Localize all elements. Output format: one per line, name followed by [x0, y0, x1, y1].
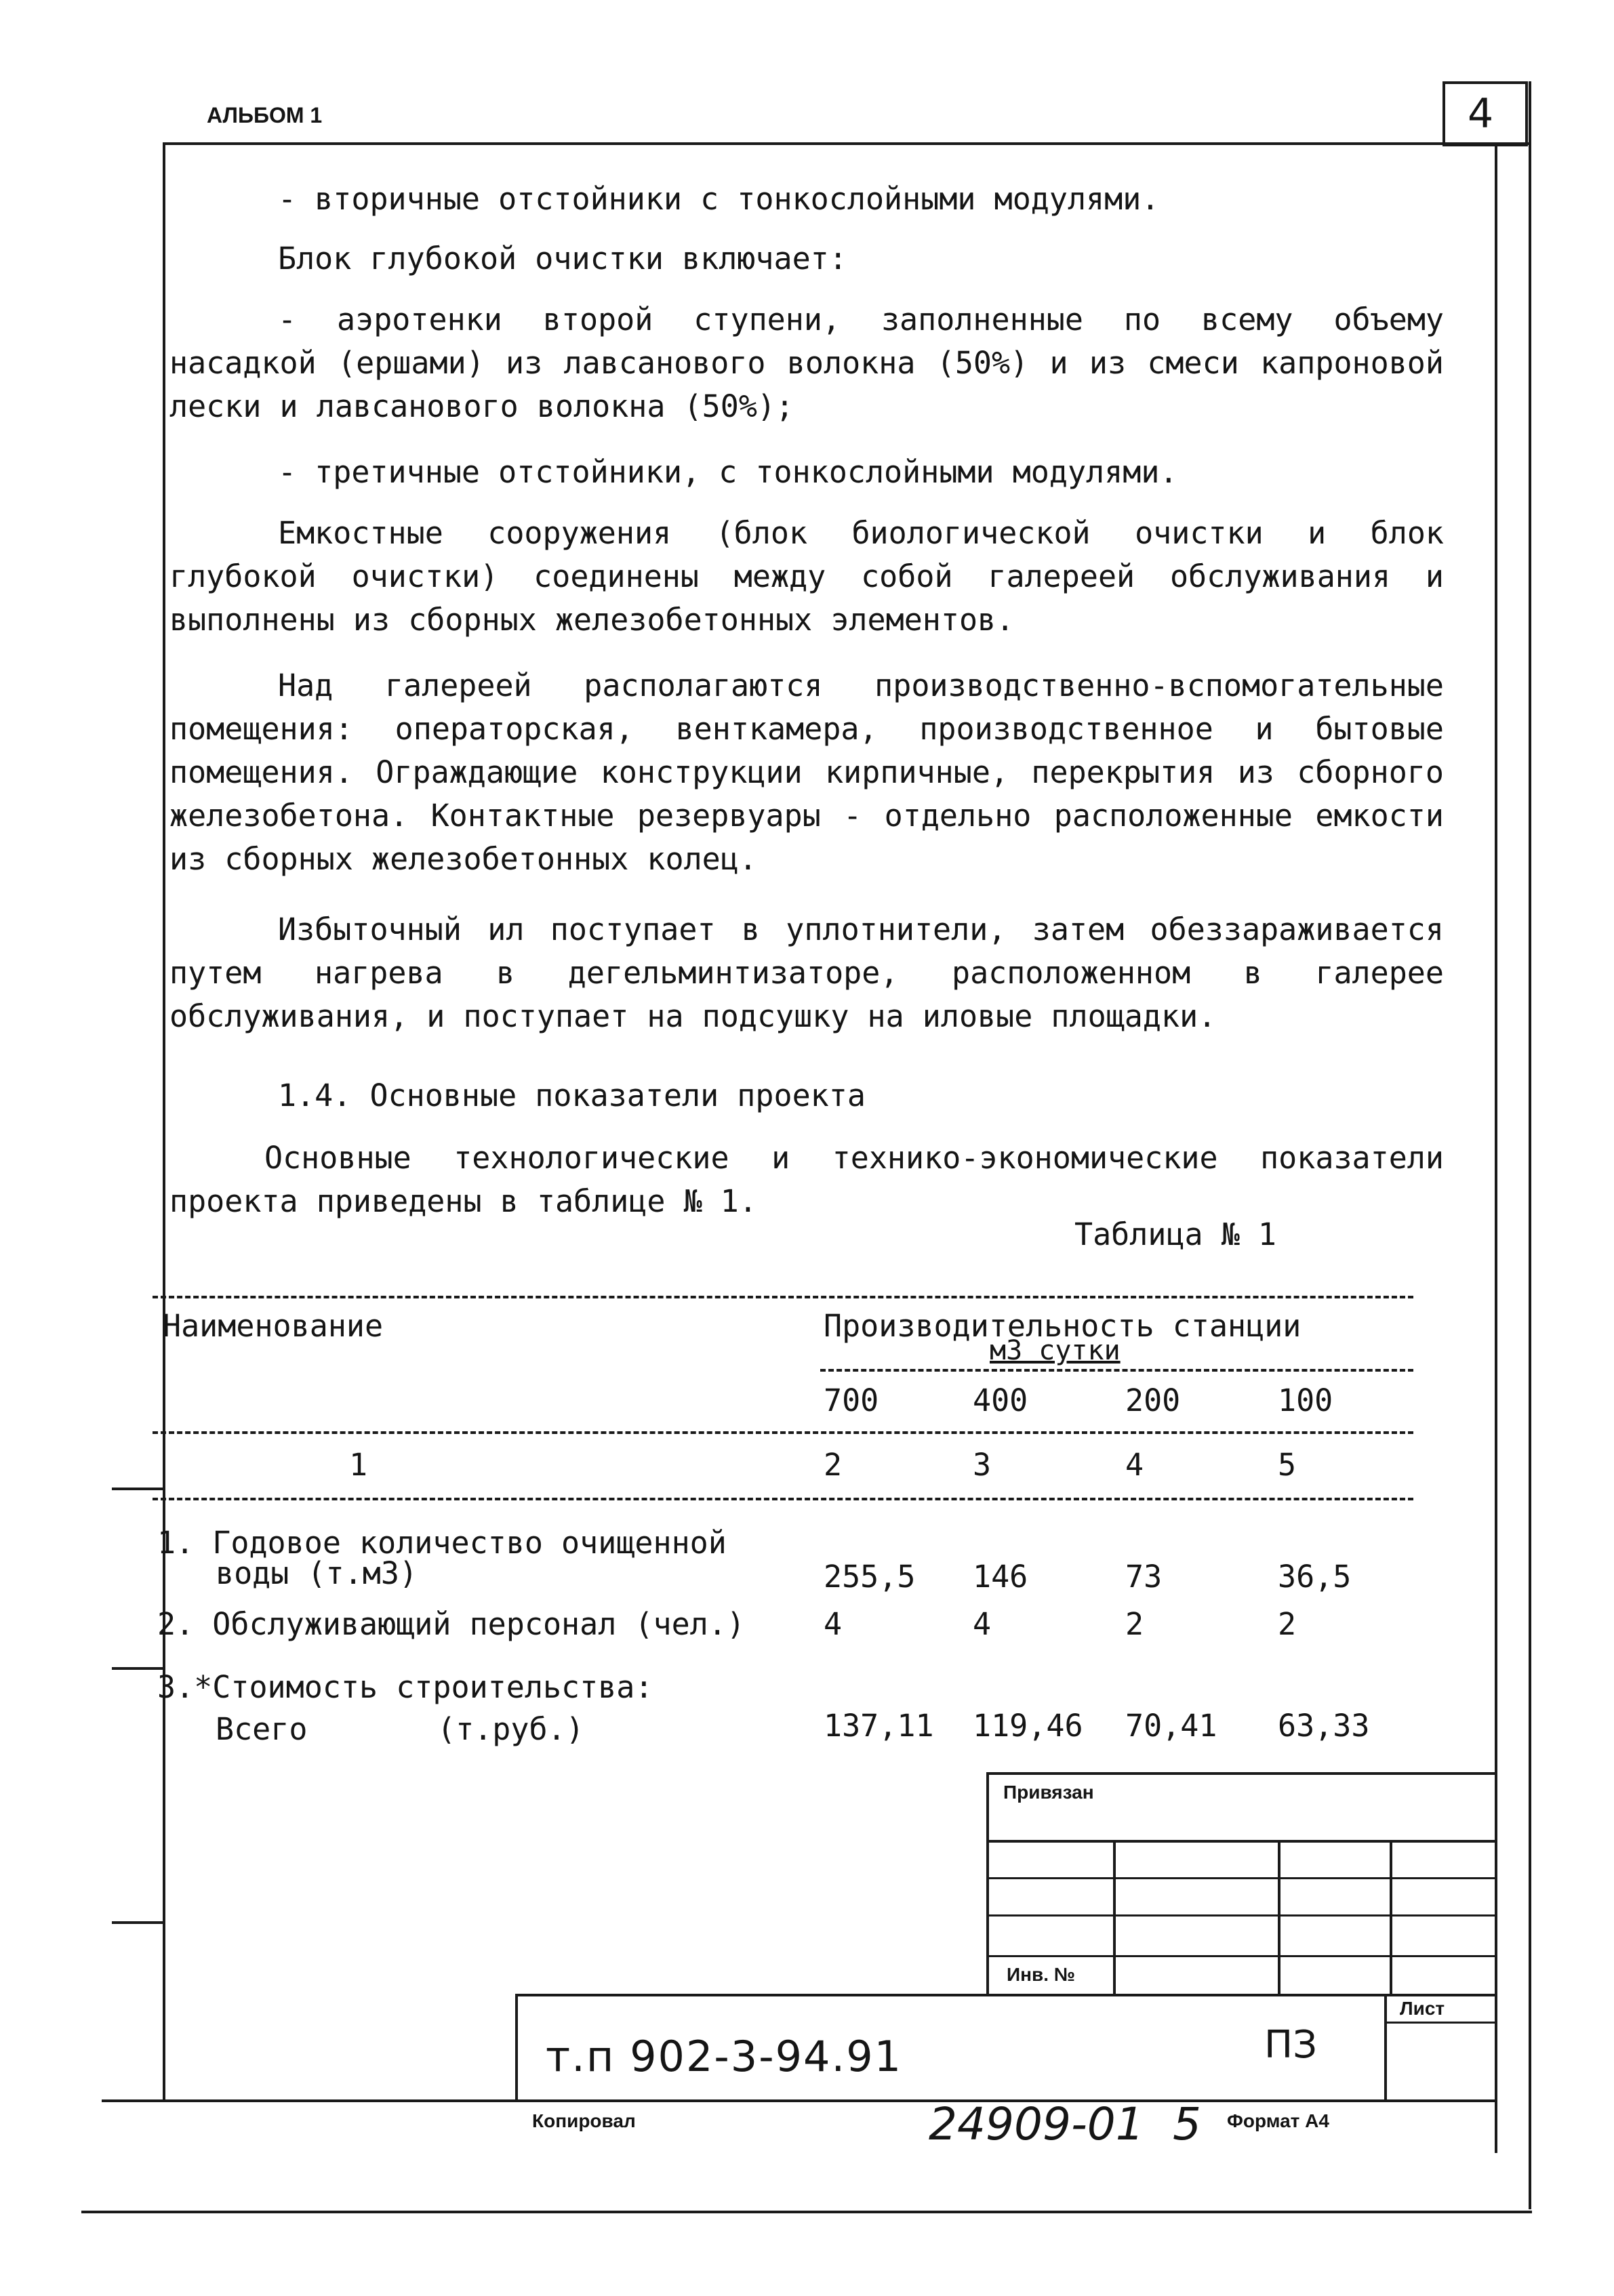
capacity-100: 100: [1278, 1382, 1333, 1418]
section-intro: Основные технологические и технико-экономические показатели проекта приведены в таблице № 1.: [169, 1140, 1444, 1219]
album-label: АЛЬБОМ 1: [207, 103, 323, 127]
table-rule: [153, 1498, 1413, 1500]
col-group-header: Производительность станции: [824, 1308, 1302, 1344]
stamp-line: [1384, 1994, 1387, 2102]
cell-value: 2: [1125, 1606, 1144, 1642]
cell-value: 119,46: [973, 1708, 1083, 1744]
row-label: Всего: [216, 1711, 308, 1747]
cell-value: 4: [824, 1606, 843, 1642]
stamp-line: [515, 1994, 1495, 1996]
cell-value: 73: [1125, 1559, 1163, 1595]
row-label: 1. Годовое количество очищенной: [157, 1525, 727, 1561]
stamp-line: [986, 1914, 1495, 1916]
margin-tick: [112, 1921, 165, 1924]
bottom-rule: [81, 2211, 1532, 2213]
capacity-400: 400: [973, 1382, 1028, 1418]
bound-label: Привязан: [1003, 1782, 1094, 1803]
table-rule: [153, 1431, 1413, 1434]
paragraph: Избыточный ил поступает в уплотнители, затем обеззараживается путем нагрева в дегельминтизаторе, расположенном в галерее обслуживания, и поступает на подсушку на иловые площадки.: [169, 911, 1444, 1034]
capacity-200: 200: [1125, 1382, 1181, 1418]
cell-value: 137,11: [824, 1708, 934, 1744]
sheet-label: Лист: [1400, 1998, 1445, 2019]
col-name-header: Наименование: [163, 1308, 384, 1344]
table-caption: Таблица № 1: [1074, 1216, 1277, 1252]
cell-value: 63,33: [1278, 1708, 1370, 1744]
table-rule: [820, 1369, 1413, 1372]
paragraph: Емкостные сооружения (блок биологической очистки и блок глубокой очистки) соединены между собой галереей обслуживания и выполнены из сборных железобетонных элементов.: [169, 515, 1444, 638]
paragraph: Над галереей располагаются производственно-вспомогательные помещения: операторская, венткамера, производственное и бытовые помещения. Ограждающие конструкции кирпичные, перекрытия из сборного железобетона. Контактные резервуары - отдельно расположенные емкости из сборных железобетонных колец.: [169, 668, 1444, 877]
section-heading: 1.4. Основные показатели проекта: [278, 1078, 866, 1113]
row-label: (т.руб.): [437, 1711, 584, 1747]
stamp-line: [1390, 1840, 1392, 1996]
table-rule: [153, 1296, 1413, 1298]
frame-left: [163, 142, 165, 2101]
stamp-line: [1384, 2022, 1495, 2024]
cell-value: 4: [973, 1606, 992, 1642]
col-number: 5: [1278, 1447, 1297, 1483]
stamp-line: [102, 2099, 1497, 2102]
paragraph: - вторичные отстойники с тонкослойными модулями.: [278, 181, 1160, 217]
stamp-line: [515, 1994, 518, 2102]
row-label: воды (т.м3): [216, 1555, 418, 1591]
inv-label: Инв. №: [1007, 1964, 1076, 1985]
frame-right-outer: [1529, 81, 1531, 2209]
stamp-line: [986, 1772, 1495, 1775]
stamp-line: [986, 1955, 1495, 1957]
stamp-line: [986, 1840, 1495, 1843]
archive-page: 5: [1173, 2098, 1201, 2150]
row-label: 3.*Стоимость строительства:: [157, 1669, 653, 1705]
col-number: 2: [824, 1447, 843, 1483]
stamp-line: [1278, 1840, 1280, 1996]
paragraph: - аэротенки второй ступени, заполненные по всему объему насадкой (ершами) из лавсанового волокна (50%) и из смеси капроновой лески и лавсанового волокна (50%);: [169, 302, 1444, 424]
cell-value: 70,41: [1125, 1708, 1217, 1744]
cell-value: 36,5: [1278, 1559, 1352, 1595]
col-number: 3: [973, 1447, 992, 1483]
stamp-line: [986, 1772, 989, 1996]
cell-value: 255,5: [824, 1559, 916, 1595]
paragraph: - третичные отстойники, с тонкослойными модулями.: [278, 454, 1178, 490]
margin-tick: [112, 1488, 165, 1490]
col-unit-header: м3 сутки: [990, 1335, 1121, 1366]
section-code: ПЗ: [1264, 2023, 1318, 2067]
archive-number: 24909-01: [929, 2098, 1144, 2150]
cell-value: 2: [1278, 1606, 1297, 1642]
copied-label: Копировал: [532, 2110, 636, 2131]
col-number: 4: [1125, 1447, 1144, 1483]
col-number: 1: [349, 1447, 368, 1483]
format-label: Формат А4: [1227, 2110, 1329, 2131]
page-number: 4: [1468, 90, 1494, 138]
stamp-line: [986, 1877, 1495, 1879]
row-label: 2. Обслуживающий персонал (чел.): [157, 1606, 745, 1642]
cell-value: 146: [973, 1559, 1028, 1595]
capacity-700: 700: [824, 1382, 879, 1418]
frame-right: [1495, 144, 1497, 2153]
paragraph: Блок глубокой очистки включает:: [278, 241, 847, 276]
frame-top: [163, 142, 1529, 145]
doc-code: т.п 902-3-94.91: [546, 2032, 903, 2081]
stamp-line: [1113, 1840, 1116, 1996]
